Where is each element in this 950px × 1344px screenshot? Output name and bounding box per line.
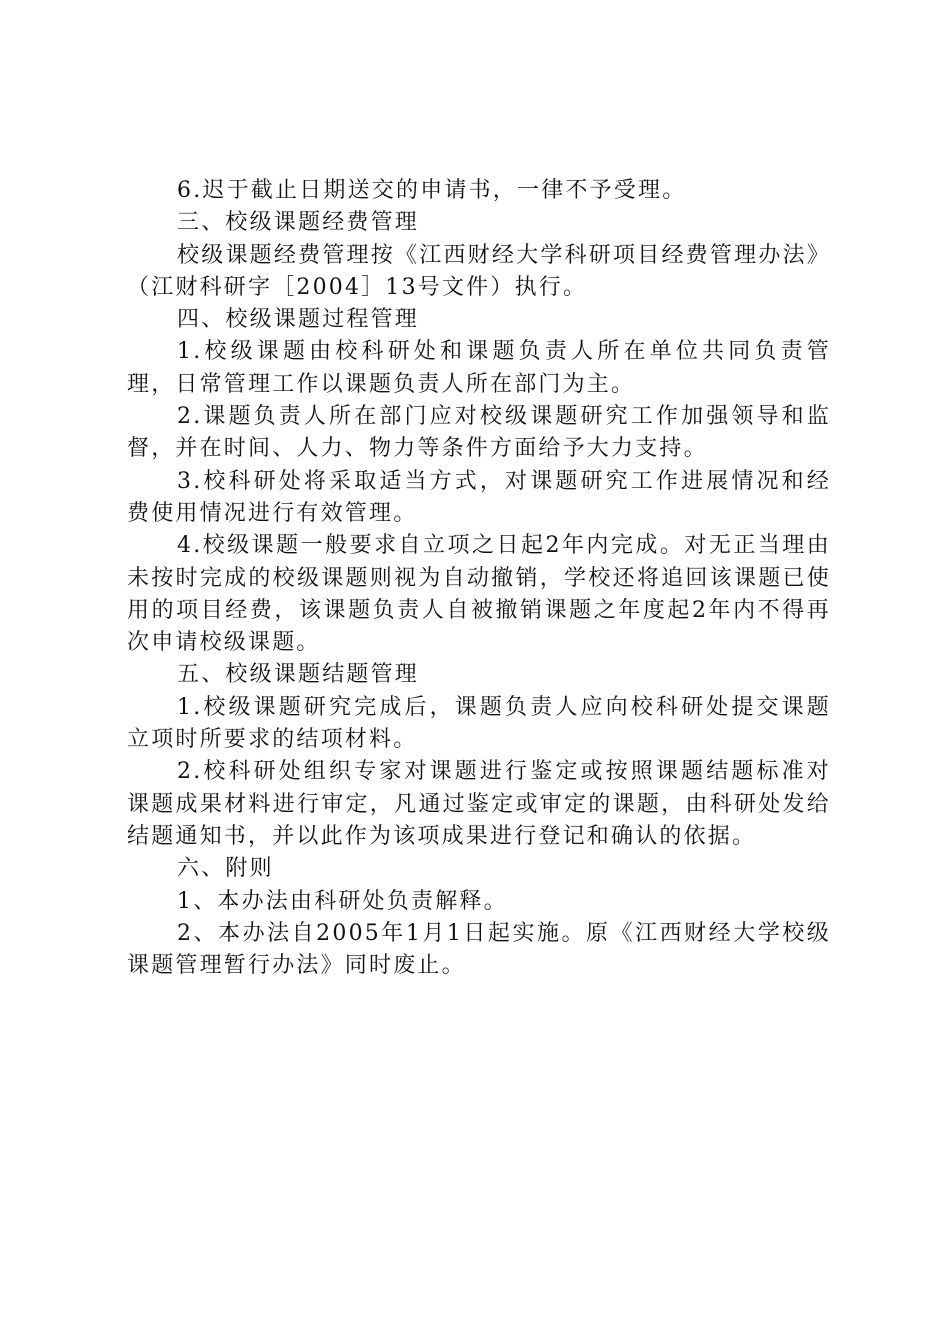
section-heading-process: 四、校级课题过程管理 bbox=[177, 307, 420, 333]
section-heading-completion: 五、校级课题结题管理 bbox=[177, 662, 420, 688]
paragraph-late-submission: 6.迟于截止日期送交的申请书，一律不予受理。 bbox=[177, 178, 687, 203]
document-body bbox=[127, 175, 831, 982]
paragraph-process-1: 1.校级课题由校科研处和课题负责人所在单位共同负责管理，日常管理工作以课题负责人所在部门为主。 bbox=[127, 339, 831, 397]
paragraph-appendix-2: 2、本办法自2005年1月1日起实施。原《江西财经大学校级课题管理暂行办法》同时废止。 bbox=[127, 920, 831, 979]
paragraph-completion-2: 2.校科研处组织专家对课题进行鉴定或按照课题结题标准对课题成果材料进行审定，凡通过鉴定或审定的课题，由科研处发给结题通知书，并以此作为该项成果进行登记和确认的依据。 bbox=[127, 759, 831, 849]
paragraph-process-4: 4.校级课题一般要求自立项之日起2年内完成。对无正当理由未按时完成的校级课题则视为自动撤销，学校还将追回该课题已使用的项目经费，该课题负责人自被撤销课题之年度起2年内不得再次申请校级课题。 bbox=[127, 533, 831, 656]
paragraph-completion-1: 1.校级课题研究完成后，课题负责人应向校科研处提交课题立项时所要求的结项材料。 bbox=[127, 694, 831, 753]
paragraph-process-2: 2.课题负责人所在部门应对校级课题研究工作加强领导和监督，并在时间、人力、物力等条件方面给予大力支持。 bbox=[127, 404, 831, 462]
section-heading-appendix: 六、附则 bbox=[177, 856, 274, 882]
paragraph-appendix-1: 1、本办法由科研处负责解释。 bbox=[177, 888, 508, 914]
section-heading-funding: 三、校级课题经费管理 bbox=[177, 210, 420, 236]
paragraph-funding-rule: 校级课题经费管理按《江西财经大学科研项目经费管理办法》（江财科研字［2004］13号文件）执行。 bbox=[127, 242, 831, 300]
paragraph-process-3: 3.校科研处将采取适当方式，对课题研究工作进展情况和经费使用情况进行有效管理。 bbox=[127, 468, 831, 526]
